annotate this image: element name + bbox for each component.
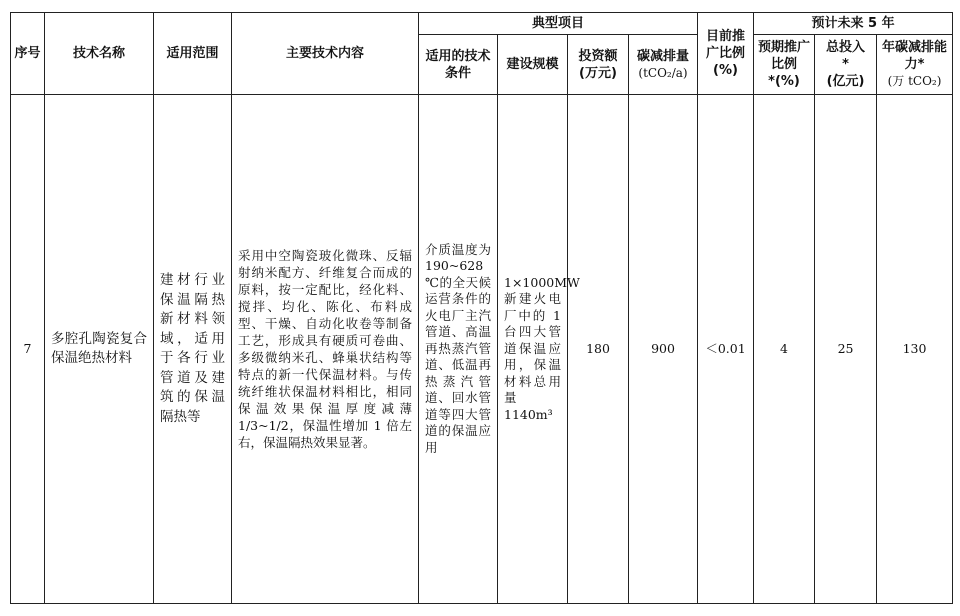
header-annual-reduction-unit: (万 tCO₂) bbox=[887, 74, 942, 88]
cell-scope: 建材行业保温隔热新材料领域，适用于各行业管道及建筑的保温隔热等 bbox=[154, 95, 232, 604]
header-reduction-unit: (tCO₂/a) bbox=[638, 65, 688, 80]
header-investment-label: 投资额 bbox=[578, 48, 618, 64]
header-expected-ratio bbox=[754, 35, 815, 95]
cell-expected-ratio: 4 bbox=[754, 95, 815, 604]
header-annual-reduction-label: 年碳减排能力* bbox=[882, 40, 948, 72]
header-total-invest-mark: * bbox=[842, 57, 849, 72]
cell-seq: 7 bbox=[11, 95, 45, 604]
header-typical-project: 典型项目 bbox=[419, 13, 698, 35]
header-expected-ratio-unit: *(%) bbox=[768, 74, 800, 89]
cell-main-content: 采用中空陶瓷玻化微珠、反辐射纳米配方、纤维复合而成的原料，按一定配比，经化料、搅拌、均化、陈化、布料成型、干燥、自动化收卷等制备工艺，形成具有硬质可卷曲、多级微纳米孔、蜂巢状结构等特点的新一代保温材料。与传统纤维状保温材料相比，相同保温效果保温厚度减薄1/3~1/2，保温性增加 1 倍左右，保温隔热效果显著。 bbox=[232, 95, 419, 604]
header-row-1 bbox=[11, 13, 953, 35]
header-investment-unit: (万元) bbox=[579, 65, 617, 81]
table-row bbox=[11, 95, 953, 604]
header-conditions: 适用的技术条件 bbox=[419, 35, 498, 95]
cell-reduction: 900 bbox=[629, 95, 698, 604]
header-main-content: 主要技术内容 bbox=[232, 13, 419, 95]
cell-annual-reduction: 130 bbox=[877, 95, 953, 604]
cell-conditions: 介质温度为190~628 ℃的全天候运营条件的火电厂主汽管道、高温再热蒸汽管道、低温再热蒸汽管道、回水管道等四大管道的保温应用 bbox=[419, 95, 498, 604]
cell-tech-name: 多腔孔陶瓷复合保温绝热材料 bbox=[45, 95, 154, 604]
cell-scale: 1×1000MW 新建火电厂中的 1 台四大管道保温应用，保温材料总用量 1140m³ bbox=[498, 95, 568, 604]
header-total-invest-label: 总投入 bbox=[826, 40, 866, 55]
header-total-invest-unit: (亿元) bbox=[826, 74, 865, 89]
header-seq: 序号 bbox=[11, 13, 45, 95]
technology-table bbox=[10, 12, 953, 604]
header-current-ratio-label: 目前推广比例 bbox=[706, 29, 746, 61]
header-investment bbox=[568, 35, 629, 95]
header-scope: 适用范围 bbox=[154, 13, 232, 95]
header-annual-reduction bbox=[877, 35, 953, 95]
header-expected-ratio-label: 预期推广比例 bbox=[758, 40, 811, 72]
header-future: 预计未来 5 年 bbox=[754, 13, 953, 35]
header-scale: 建设规模 bbox=[498, 35, 568, 95]
header-tech-name: 技术名称 bbox=[45, 13, 154, 95]
header-current-ratio bbox=[698, 13, 754, 95]
cell-investment: 180 bbox=[568, 95, 629, 604]
header-current-ratio-unit: (%) bbox=[713, 63, 738, 78]
header-reduction-label: 碳减排量 bbox=[637, 48, 690, 64]
cell-total-invest: 25 bbox=[815, 95, 877, 604]
cell-current-ratio: ＜0.01 bbox=[698, 95, 754, 604]
header-reduction bbox=[629, 35, 698, 95]
header-total-invest bbox=[815, 35, 877, 95]
